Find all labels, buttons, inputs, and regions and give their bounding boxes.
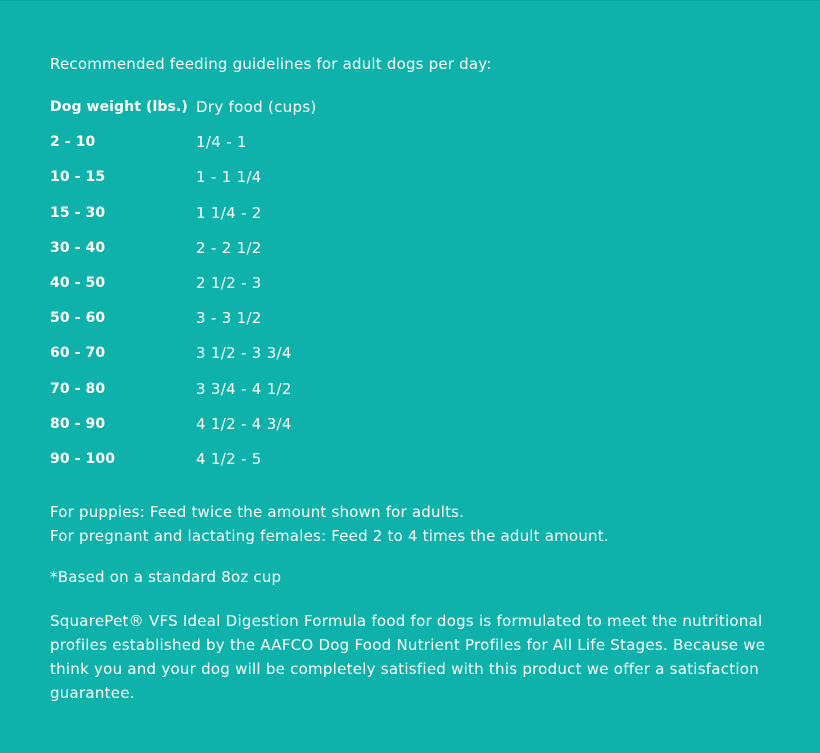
table-row — [50, 379, 450, 414]
table-row — [50, 343, 450, 378]
product-description: SquarePet® VFS Ideal Digestion Formula food for dogs is formulated to meet the nutritional profiles established by the AAFCO Dog Food Nutrient Profiles for All Life Stages. Because we think you and your dog will be completely satisfied with this product we offer a satisfaction guarantee. — [50, 612, 766, 702]
cups-cell: 3 - 3 1/2 — [196, 309, 262, 328]
table-row — [50, 414, 450, 449]
header-dry-food: Dry food (cups) — [196, 98, 317, 116]
weight-cell: 15 - 30 — [50, 204, 106, 221]
table-row — [50, 203, 450, 238]
puppies-note: For puppies: Feed twice the amount shown for adults. — [50, 503, 465, 521]
cups-cell: 2 - 2 1/2 — [196, 238, 262, 257]
cups-cell: 3 3/4 - 4 1/2 — [196, 379, 292, 398]
weight-cell: 40 - 50 — [50, 274, 106, 291]
cups-cell: 4 1/2 - 5 — [196, 449, 262, 468]
weight-cell: 2 - 10 — [50, 134, 96, 151]
feeding-notes — [50, 500, 609, 548]
cup-footnote: *Based on a standard 8oz cup — [50, 568, 282, 586]
pregnant-note: For pregnant and lactating females: Feed 2 to 4 times the adult amount. — [50, 527, 609, 545]
cups-cell: 2 1/2 - 3 — [196, 273, 262, 292]
weight-cell: 80 - 90 — [50, 415, 106, 432]
table-header-row — [50, 97, 450, 132]
table-row — [50, 273, 450, 308]
feeding-table — [50, 97, 450, 484]
table-row — [50, 167, 450, 202]
cups-cell: 3 1/2 - 3 3/4 — [196, 344, 292, 363]
header-dog-weight: Dog weight (lbs.) — [50, 99, 188, 115]
intro-text: Recommended feeding guidelines for adult dogs per day: — [50, 55, 492, 73]
weight-cell: 70 - 80 — [50, 380, 106, 397]
weight-cell: 30 - 40 — [50, 239, 106, 256]
table-row — [50, 132, 450, 167]
table-row — [50, 308, 450, 343]
table-row — [50, 449, 450, 484]
weight-cell: 90 - 100 — [50, 450, 116, 467]
cups-cell: 1/4 - 1 — [196, 133, 247, 152]
weight-cell: 50 - 60 — [50, 310, 106, 327]
cups-cell: 4 1/2 - 4 3/4 — [196, 414, 292, 433]
table-row — [50, 238, 450, 273]
weight-cell: 60 - 70 — [50, 345, 106, 362]
cups-cell: 1 - 1 1/4 — [196, 168, 262, 187]
cups-cell: 1 1/4 - 2 — [196, 203, 262, 222]
weight-cell: 10 - 15 — [50, 169, 106, 186]
